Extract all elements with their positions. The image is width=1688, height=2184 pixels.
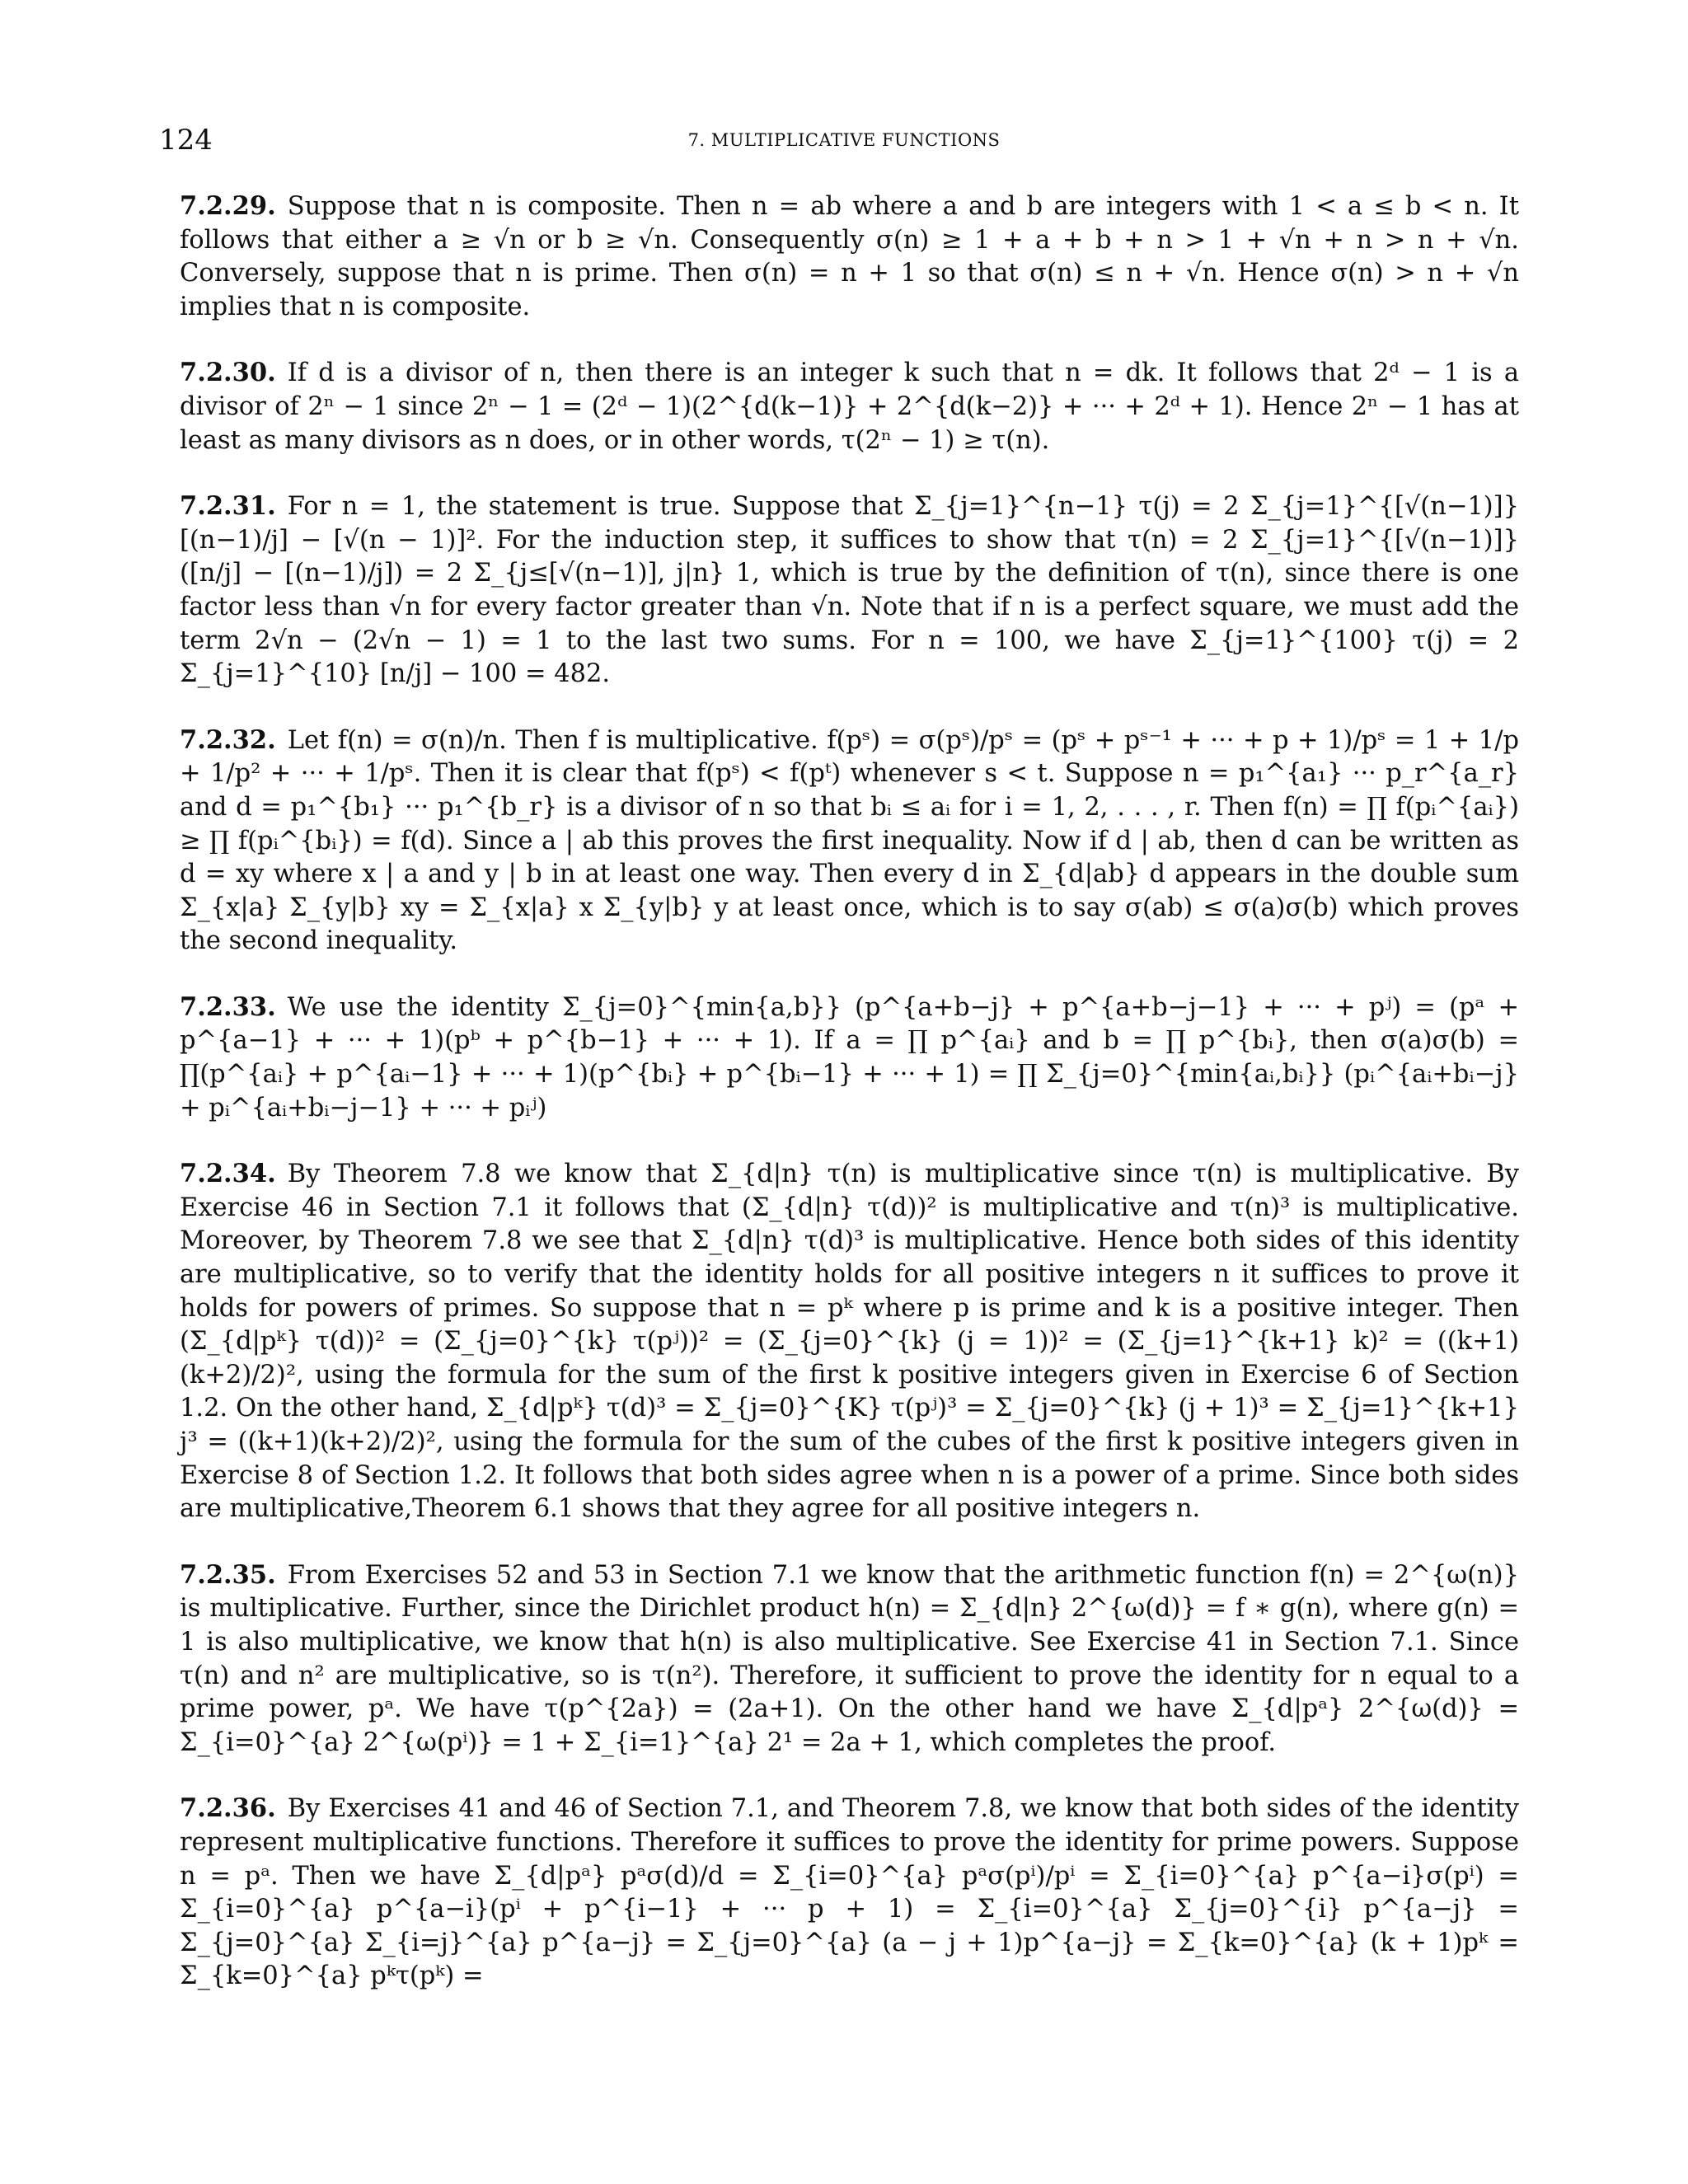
exercise-text: For n = 1, the statement is true. Suppose that Σ_{j=1}^{n−1} τ(j) = 2 Σ_{j=1}^{[√(n−1)]} [(n−1)/j] − [√(n − 1)]². For the induction step, it suffices to show that τ(n) = 2 Σ_{j=1}^{[√(n−1)]} ([n/j] − [(n−1)/j]) = 2 Σ_{j≤[√(n−1)], j|n} 1, which is true by the definition of τ(n), since there is one factor less than √n for every factor greater than √n. Note that if n is a perfect square, we must add the term 2√n − (2√n − 1) = 1 to the last two sums. For n = 100, we have Σ_{j=1}^{100} τ(j) = 2 Σ_{j=1}^{10} [n/j] − 100 = 482. — [180, 492, 1519, 689]
running-title: 7. MULTIPLICATIVE FUNCTIONS — [687, 130, 1001, 150]
exercise-text: By Theorem 7.8 we know that Σ_{d|n} τ(n) is multiplicative since τ(n) is multiplicative. By Exercise 46 in Section 7.1 it follows that (Σ_{d|n} τ(d))² is multiplicative and τ(n)³ is multiplicative. Moreover, by Theorem 7.8 we see that Σ_{d|n} τ(d)³ is multiplicative. Hence both sides of this identity are multiplicative, so to verify that the identity holds for all positive integers n it suffices to prove it holds for powers of primes. So suppose that n = pᵏ where p is prime and k is a positive integer. Then (Σ_{d|pᵏ} τ(d))² = (Σ_{j=0}^{k} τ(pʲ))² = (Σ_{j=0}^{k} (j = 1))² = (Σ_{j=1}^{k+1} k)² = ((k+1)(k+2)/2)², using the formula for the sum of the first k positive integers given in Exercise 6 of Section 1.2. On the other hand, Σ_{d|pᵏ} τ(d)³ = Σ_{j=0}^{K} τ(pʲ)³ = Σ_{j=0}^{k} (j + 1)³ = Σ_{j=1}^{k+1} j³ = ((k+1)(k+2)/2)², using the formula for the sum of the cubes of the first k positive integers given in Exercise 8 of Section 1.2. It follows that both sides agree when n is a power of a prime. Since both sides are multiplicative,Theorem 6.1 shows that they agree for all positive integers n. — [180, 1160, 1519, 1524]
exercise-number: 7.2.29. — [180, 191, 276, 221]
exercise-text: Let f(n) = σ(n)/n. Then f is multiplicative. f(pˢ) = σ(pˢ)/pˢ = (pˢ + pˢ⁻¹ + ··· + p + 1)/pˢ = 1 + 1/p + 1/p² + ··· + 1/pˢ. Then it is clear that f(pˢ) < f(pᵗ) whenever s < t. Suppose n = p₁^{a₁} ··· p_r^{a_r} and d = p₁^{b₁} ··· p₁^{b_r} is a divisor of n so that bᵢ ≤ aᵢ for i = 1, 2, . . . , r. Then f(n) = ∏ f(pᵢ^{aᵢ}) ≥ ∏ f(pᵢ^{bᵢ}) = f(d). Since a | ab this proves the first inequality. Now if d | ab, then d can be written as d = xy where x | a and y | b in at least one way. Then every d in Σ_{d|ab} d appears in the double sum Σ_{x|a} Σ_{y|b} xy = Σ_{x|a} x Σ_{y|b} y at least once, which is to say σ(ab) ≤ σ(a)σ(b) which proves the second inequality. — [180, 725, 1519, 956]
exercise-number: 7.2.30. — [180, 358, 276, 388]
exercise-number: 7.2.36. — [180, 1793, 276, 1824]
page-number: 124 — [159, 124, 213, 157]
exercise-7-2-33 — [180, 991, 1519, 1125]
solutions-list — [180, 190, 1519, 2026]
exercise-text: We use the identity Σ_{j=0}^{min{a,b}} (p^{a+b−j} + p^{a+b−j−1} + ··· + pʲ) = (pᵃ + p^{a−1} + ··· + 1)(pᵇ + p^{b−1} + ··· + 1). If a = ∏ p^{aᵢ} and b = ∏ p^{bᵢ}, then σ(a)σ(b) = ∏(p^{aᵢ} + p^{aᵢ−1} + ··· + 1)(p^{bᵢ} + p^{bᵢ−1} + ··· + 1) = ∏ Σ_{j=0}^{min{aᵢ,bᵢ}} (pᵢ^{aᵢ+bᵢ−j} + pᵢ^{aᵢ+bᵢ−j−1} + ··· + pᵢʲ) — [180, 992, 1519, 1122]
exercise-text: From Exercises 52 and 53 in Section 7.1 we know that the arithmetic function f(n) = 2^{ω(n)} is multiplicative. Further, since the Dirichlet product h(n) = Σ_{d|n} 2^{ω(d)} = f ∗ g(n), where g(n) = 1 is also multiplicative, we know that h(n) is also multiplicative. See Exercise 41 in Section 7.1. Since τ(n) and n² are multiplicative, so is τ(n²). Therefore, it sufficient to prove the identity for n equal to a prime power, pᵃ. We have τ(p^{2a}) = (2a+1). On the other hand we have Σ_{d|pᵃ} 2^{ω(d)} = Σ_{i=0}^{a} 2^{ω(pⁱ)} = 1 + Σ_{i=1}^{a} 2¹ = 2a + 1, which completes the proof. — [180, 1560, 1519, 1757]
exercise-number: 7.2.32. — [180, 724, 276, 755]
exercise-text: If d is a divisor of n, then there is an integer k such that n = dk. It follows that 2ᵈ − 1 is a divisor of 2ⁿ − 1 since 2ⁿ − 1 = (2ᵈ − 1)(2^{d(k−1)} + 2^{d(k−2)} + ··· + 2ᵈ + 1). Hence 2ⁿ − 1 has at least as many divisors as n does, or in other words, τ(2ⁿ − 1) ≥ τ(n). — [180, 359, 1519, 455]
exercise-7-2-34 — [180, 1157, 1519, 1526]
exercise-7-2-30 — [180, 356, 1519, 457]
exercise-7-2-31 — [180, 490, 1519, 691]
exercise-number: 7.2.35. — [180, 1559, 276, 1590]
exercise-7-2-36 — [180, 1792, 1519, 1994]
exercise-text: By Exercises 41 and 46 of Section 7.1, and Theorem 7.8, we know that both sides of the identity represent multiplicative functions. Therefore it suffices to prove the identity for prime powers. Suppose n = pᵃ. Then we have Σ_{d|pᵃ} pᵃσ(d)/d = Σ_{i=0}^{a} pᵃσ(pⁱ)/pⁱ = Σ_{i=0}^{a} p^{a−i}σ(pⁱ) = Σ_{i=0}^{a} p^{a−i}(pⁱ + p^{i−1} + ··· p + 1) = Σ_{i=0}^{a} Σ_{j=0}^{i} p^{a−j} = Σ_{j=0}^{a} Σ_{i=j}^{a} p^{a−j} = Σ_{j=0}^{a} (a − j + 1)p^{a−j} = Σ_{k=0}^{a} (k + 1)pᵏ = Σ_{k=0}^{a} pᵏτ(pᵏ) = — [180, 1794, 1519, 1991]
page-header — [159, 124, 1529, 165]
exercise-7-2-32 — [180, 724, 1519, 958]
exercise-number: 7.2.34. — [180, 1159, 276, 1189]
exercise-number: 7.2.31. — [180, 491, 276, 522]
exercise-text: Suppose that n is composite. Then n = ab where a and b are integers with 1 < a ≤ b < n. It follows that either a ≥ √n or b ≥ √n. Consequently σ(n) ≥ 1 + a + b + n > 1 + √n + n > n + √n. Conversely, suppose that n is prime. Then σ(n) = n + 1 so that σ(n) ≤ n + √n. Hence σ(n) > n + √n implies that n is composite. — [180, 192, 1519, 321]
exercise-number: 7.2.33. — [180, 991, 276, 1022]
exercise-7-2-29 — [180, 190, 1519, 324]
exercise-7-2-35 — [180, 1558, 1519, 1760]
